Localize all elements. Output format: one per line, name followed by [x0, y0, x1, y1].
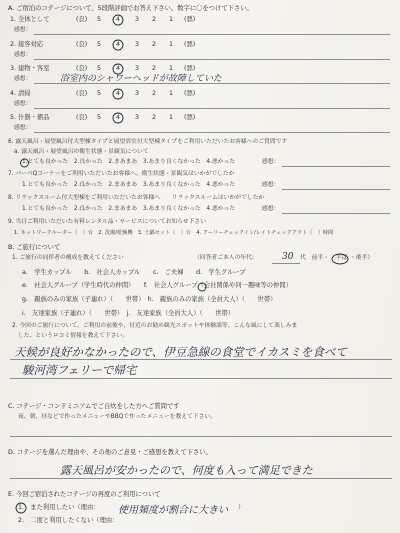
scale-bad: (悪) — [184, 65, 196, 72]
q7-text: 7. バーベQコーナーをご利用いただいたお客様へ、衛生状態・景観気はいかがでしたか — [8, 171, 235, 177]
scale-good: (良) — [76, 90, 88, 97]
scale-2[interactable]: 2 — [152, 65, 157, 72]
scale-3[interactable]: 3 — [135, 41, 140, 48]
section-c-text: 夜、朝、昼などで作ったメニューやBBQで作ったメニューを教えて下さい。 — [18, 414, 217, 420]
q8-text: 8. リラックスルーム付大型棟をご利用いただいたお客様へ リラックスルームはいかがでしたか — [8, 195, 265, 201]
b-age-mid: 代 前半・ — [300, 255, 329, 261]
scale-3[interactable]: 3 — [135, 16, 140, 23]
q7-options[interactable]: 1.とても良かった 2.良かった 2.まあまあ 3.あまり良くなかった 4.悪かった — [22, 182, 236, 188]
q8-options[interactable]: 1.とても良かった 2.良かった 2.まあまあ 3.あまり良くなかった 4.悪かった — [22, 206, 236, 212]
q6-sub: a. 露天風呂・展望風呂の衛生状態・景観気について — [14, 149, 149, 155]
comment-label: 感想： — [14, 52, 32, 58]
scale-good: (良) — [76, 41, 88, 48]
scale-1[interactable]: 1 — [169, 114, 174, 121]
q9-options[interactable]: 1. ネットワークルーター（ ）台 2. 洗濯/乾燥機 3. 土鍋セット（ ）台 4. アーリーチェックイン/レイトチェックアウト（ ）時間 — [14, 230, 334, 236]
b-options-row1[interactable]: a. 学生カップル b. 社会人カップル c. ご夫婦 d. 学生グループ — [22, 269, 246, 276]
scale-bad: (悪) — [184, 16, 196, 23]
section-b-title: B. ご旅行について — [8, 244, 61, 251]
b-answer-line1: 天候が良好かなかったので、伊豆急線の食堂でイカスミを食べて — [14, 345, 347, 359]
scale-4[interactable]: 4 — [116, 114, 121, 121]
scale-3[interactable]: 3 — [135, 90, 140, 97]
b-answer-line2: 駿河湾フェリーで帰宅 — [22, 363, 137, 377]
section-e-title: E. 今回ご宿泊されたコテージの再度のご利用について — [8, 491, 161, 498]
b-q1-text: 1. ご旅行の同伴者の構成を教えてください — [12, 255, 124, 261]
answer-rule — [10, 436, 392, 437]
section-e-opt1-close: ） — [238, 504, 245, 511]
answer-rule — [10, 478, 392, 479]
scale-good: (良) — [76, 16, 88, 23]
scale-good: (良) — [76, 114, 88, 121]
scale-5[interactable]: 5 — [97, 90, 102, 97]
age-underline — [272, 263, 300, 264]
b-age-note-pre: （回答者ご本人の年代: — [194, 255, 254, 261]
comment-line — [34, 132, 390, 133]
section-a-title: A. ご宿泊のコテージについて、5段階評価でお答え下さい。数字に〇をつけて下さい。 — [8, 5, 253, 12]
scale-2[interactable]: 2 — [152, 114, 157, 121]
section-e-opt1-answer: 使用頻度が割合に大きい — [118, 505, 228, 516]
b-options-row4[interactable]: i. 友達家族（子連れ）（ 世帯） j. 友達家族（全員大人）（ 世帯） — [22, 310, 235, 317]
q8-comment-label: 感想： — [262, 206, 280, 212]
scale-5[interactable]: 5 — [97, 114, 102, 121]
section-d-answer: 露天風呂が安かったので、何度も入って満足できた — [60, 464, 313, 477]
comment-label: 感想： — [14, 76, 32, 82]
scale-3[interactable]: 3 — [135, 65, 140, 72]
scale-1[interactable]: 1 — [169, 65, 174, 72]
scale-bad: (悪) — [184, 41, 196, 48]
rating-label: 3. 建物・客室 — [10, 65, 50, 72]
scale-good: (良) — [76, 65, 88, 72]
b-age-value[interactable]: 30 — [282, 252, 294, 262]
comment-label: 感想： — [14, 101, 32, 107]
comment-line — [34, 108, 390, 109]
scale-bad: (悪) — [184, 114, 196, 121]
rating-label: 4. 清掃 — [10, 90, 31, 97]
q8-comment-line — [282, 213, 390, 214]
scale-4[interactable]: 4 — [116, 16, 121, 23]
q7-comment-label: 感想： — [262, 182, 280, 188]
scale-4[interactable]: 4 — [116, 41, 121, 48]
section-e-opt2[interactable]: 2. 二度と利用したくない（理由： — [18, 517, 119, 524]
q6-text: 6. 露天風呂・展望風呂付大型棟タイプと展望浴室付大型棟タイプをご利用いただいたお客様へのご質問です — [8, 139, 288, 145]
answer-rule — [10, 359, 392, 360]
rating-label: 1. 全体として — [10, 16, 50, 23]
comment-line — [34, 34, 390, 35]
scale-2[interactable]: 2 — [152, 16, 157, 23]
comment-label: 感想： — [14, 125, 32, 131]
b-q2-cont: した、というロコミ情報を教えて下さい。 — [18, 333, 129, 339]
b-options-row2[interactable]: e. 社会人グループ（学生時代の仲間） f. 社会人グループ（会社関係や同一趣味等の仲間） — [22, 282, 292, 289]
scale-3[interactable]: 3 — [135, 114, 140, 121]
b-age-mid-circled[interactable]: 半ば — [336, 255, 348, 261]
comment-label: 感想： — [14, 27, 32, 33]
q9-text: 9. 当日ご利用いただいた有料レンタル品・サービスについてお知らせ下さい — [8, 219, 207, 225]
q6-comment-label: 感想： — [262, 159, 280, 165]
comment-line — [34, 83, 390, 84]
scale-2[interactable]: 2 — [152, 41, 157, 48]
q7-comment-line — [282, 189, 390, 190]
b-age-note-post: ・後半） — [350, 255, 374, 261]
section-d-title: D. コテージを選んだ理由や、その他のご意見・ご感想を教えて下さい。 — [8, 449, 212, 456]
handwritten-comment: 浴室内のシャワーヘッドが故障していた — [60, 74, 222, 84]
scale-1[interactable]: 1 — [169, 90, 174, 97]
scale-5[interactable]: 5 — [97, 16, 102, 23]
scale-bad: (悪) — [184, 90, 196, 97]
b-options-row3[interactable]: g. 親族のみの家族（子連れ）（ 世帯） h. 親族のみの家族（全員大人）（ 世帯） — [22, 296, 277, 303]
scale-1[interactable]: 1 — [169, 16, 174, 23]
rating-label: 5. 什器・備品 — [10, 114, 50, 121]
scale-1[interactable]: 1 — [169, 41, 174, 48]
comment-line — [34, 59, 390, 60]
answer-rule — [10, 378, 392, 379]
scale-2[interactable]: 2 — [152, 90, 157, 97]
scale-5[interactable]: 5 — [97, 41, 102, 48]
scale-4[interactable]: 4 — [116, 90, 121, 97]
section-e-opt1[interactable]: 1. また利用したい（理由： — [18, 504, 100, 511]
rating-label: 2. 接客対応 — [10, 41, 44, 48]
q6-options[interactable]: 1.とても良かった 2.良かった 2.まあまあ 3.あまり良くなかった 4.悪かった — [22, 159, 236, 165]
scale-5[interactable]: 5 — [97, 65, 102, 72]
q6-comment-line — [282, 166, 390, 167]
section-c-title: C. コテージ・コンドミニアムでご自炊をした方へご質問です — [8, 403, 180, 410]
b-q2-text: 2. 今回のご旅行について、ご利用の前後や、付近のお勧め観光スポットや体験談等、こんな風にして楽しみま — [12, 323, 298, 329]
scale-4[interactable]: 4 — [116, 65, 121, 72]
